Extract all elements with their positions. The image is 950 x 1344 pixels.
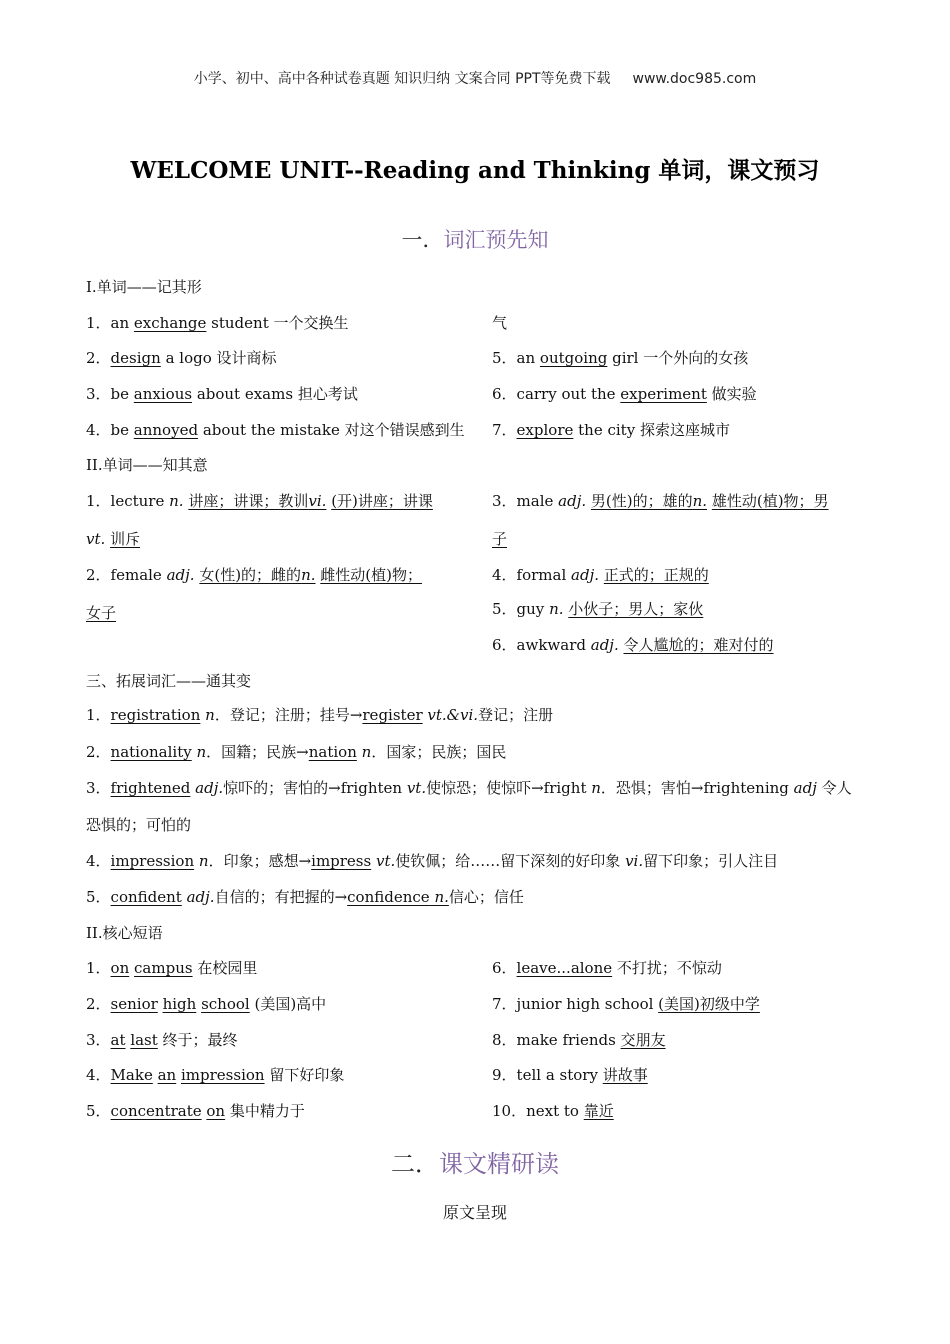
list-item: 4．formal adj. 正式的；正规的 bbox=[492, 566, 709, 584]
list-item: 5．an outgoing girl 一个外向的女孩 bbox=[492, 349, 749, 367]
list-item: 7．junior high school (美国)初级中学 bbox=[492, 995, 760, 1013]
list-item-continuation: vt. 训斥 bbox=[86, 530, 141, 548]
list-item: 8．make friends 交朋友 bbox=[492, 1031, 666, 1049]
page-header bbox=[0, 68, 950, 88]
list-item: 3．be anxious about exams 担心考试 bbox=[86, 385, 358, 403]
part4-heading: II.核心短语 bbox=[86, 924, 163, 942]
list-item: 2．design a logo 设计商标 bbox=[86, 349, 277, 367]
section-heading-vocab bbox=[0, 224, 950, 254]
list-item: 1．registration n．登记；注册；挂号→register vt.&vi.登记；注册 bbox=[86, 706, 554, 724]
part3-heading: 三、拓展词汇——通其变 bbox=[86, 672, 252, 690]
header-tagline: 小学、初中、高中各种试卷真题 知识归纳 文案合同 PPT等免费下载 bbox=[193, 71, 611, 87]
list-item: 4．be annoyed about the mistake 对这个错误感到生 bbox=[86, 421, 465, 439]
list-item: 1．on campus 在校园里 bbox=[86, 959, 258, 977]
list-item: 5．guy n. 小伙子；男人；家伙 bbox=[492, 600, 704, 618]
list-item: 10．next to 靠近 bbox=[492, 1102, 614, 1120]
part1-heading: I.单词——记其形 bbox=[86, 278, 202, 296]
list-item: 1．an exchange student 一个交换生 bbox=[86, 314, 349, 332]
list-item: 7．explore the city 探索这座城市 bbox=[492, 421, 730, 439]
list-item: 1．lecture n. 讲座；讲课；教训vi. (开)讲座；讲课 bbox=[86, 492, 433, 510]
list-item: 6．awkward adj. 令人尴尬的；难对付的 bbox=[492, 636, 774, 654]
section-number: 一． bbox=[401, 228, 444, 252]
list-item-continuation: 气 bbox=[492, 314, 508, 332]
list-item: 4．Make an impression 留下好印象 bbox=[86, 1066, 345, 1084]
list-item-continuation: 子 bbox=[492, 530, 508, 548]
list-item-continuation: 女子 bbox=[86, 604, 117, 622]
list-item: 2．female adj. 女(性)的；雌的n. 雌性动(植)物； bbox=[86, 566, 422, 584]
section-heading-text bbox=[0, 1144, 950, 1179]
list-item: 6．carry out the experiment 做实验 bbox=[492, 385, 757, 403]
list-item: 5．confident adj.自信的；有把握的→confidence n.信心；信任 bbox=[86, 888, 524, 906]
section-label: 词汇预先知 bbox=[443, 228, 549, 252]
list-item: 6．leave...alone 不打扰；不惊动 bbox=[492, 959, 722, 977]
list-item: 5．concentrate on 集中精力于 bbox=[86, 1102, 305, 1120]
list-item: 2．senior high school (美国)高中 bbox=[86, 995, 327, 1013]
section-label: 课文精研读 bbox=[439, 1150, 559, 1178]
list-item: 3．frightened adj.惊吓的；害怕的→frighten vt.使惊恐；使惊吓→fright n．恐惧；害怕→frightening adj 令人 bbox=[86, 779, 852, 797]
list-item: 3．at last 终于；最终 bbox=[86, 1031, 238, 1049]
list-item: 3．male adj. 男(性)的；雄的n. 雄性动(植)物；男 bbox=[492, 492, 829, 510]
list-item: 2．nationality n．国籍；民族→nation n．国家；民族；国民 bbox=[86, 743, 507, 761]
original-text-heading: 原文呈现 bbox=[442, 1203, 507, 1222]
list-item-continuation: 恐惧的；可怕的 bbox=[86, 816, 192, 834]
list-item: 4．impression n．印象；感想→impress vt.使钦佩；给……留下深刻的好印象 vi.留下印象；引人注目 bbox=[86, 852, 779, 870]
document-title: WELCOME UNIT--Reading and Thinking 单词，课文预习 bbox=[130, 157, 820, 184]
part2-heading: II.单词——知其意 bbox=[86, 456, 208, 474]
section-number: 二． bbox=[391, 1150, 439, 1178]
list-item: 9．tell a story 讲故事 bbox=[492, 1066, 648, 1084]
header-site-link[interactable]: www.doc985.com bbox=[632, 71, 757, 87]
